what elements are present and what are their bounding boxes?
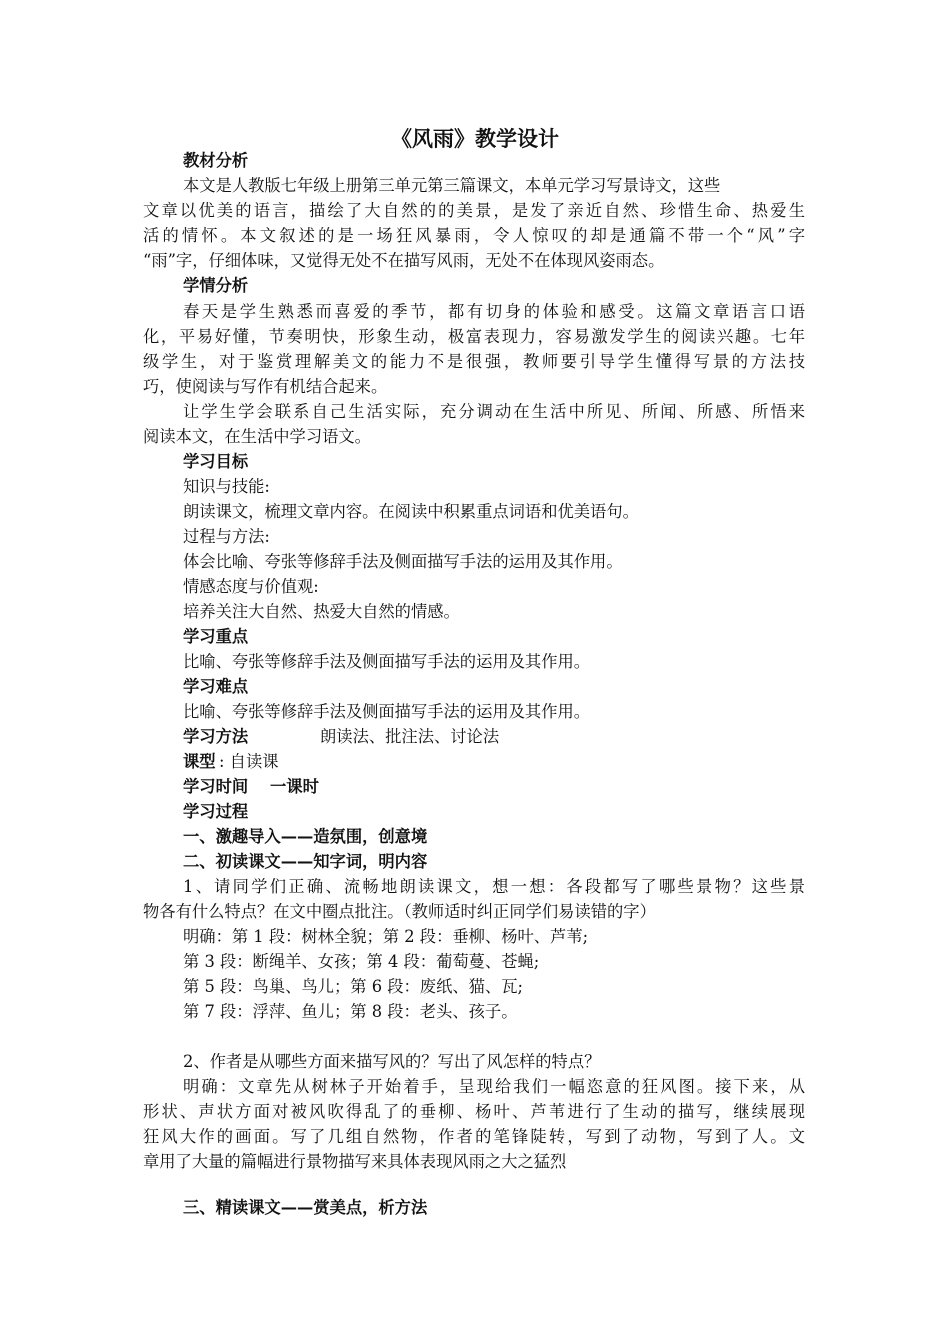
heading-lesson-type: 课型 [183, 752, 216, 771]
method-text: 朗读法、批注法、讨论法 [320, 727, 500, 746]
answer-line: 第 7 段：浮萍、鱼儿；第 8 段：老头、孩子。 [183, 1002, 518, 1021]
goal-line: 情感态度与价值观: [183, 577, 319, 596]
key-points-text: 比喻、夸张等修辞手法及侧面描写手法的运用及其作用。 [183, 652, 591, 671]
heading-process: 学习过程 [183, 802, 249, 821]
difficulties-text: 比喻、夸张等修辞手法及侧面描写手法的运用及其作用。 [183, 702, 591, 721]
paragraph-line: 春天是学生熟悉而喜爱的季节，都有切身的体验和感受。这篇文章语言口语 [183, 302, 805, 321]
time-text: 一课时 [270, 777, 319, 796]
process-step-2: 二、初读课文——知字词，明内容 [183, 852, 428, 871]
heading-difficulties: 学习难点 [183, 677, 249, 696]
question-line: 2、作者是从哪些方面来描写风的？写出了风怎样的特点？ [183, 1052, 601, 1071]
heading-student-analysis: 学情分析 [183, 276, 249, 295]
heading-method: 学习方法 [183, 727, 249, 746]
lesson-type-text: : 自读课 [219, 752, 279, 771]
answer-line: 第 3 段：断绳羊、女孩；第 4 段：葡萄蔓、苍蝇; [183, 952, 540, 971]
answer-line: 第 5 段：鸟巢、鸟儿；第 6 段：废纸、猫、瓦; [183, 977, 523, 996]
paragraph-line: 让学生学会联系自己生活实际，充分调动在生活中所见、所闻、所感、所悟来 [183, 402, 805, 421]
paragraph-line: 文章以优美的语言，描绘了大自然的的美景，是发了亲近自然、珍惜生命、热爱生 [143, 201, 805, 220]
paragraph-line: 级学生，对于鉴赏理解美文的能力不是很强，教师要引导学生懂得写景的方法技 [143, 352, 805, 371]
paragraph-line: 巧，使阅读与写作有机结合起来。 [143, 377, 388, 396]
goal-line: 体会比喻、夸张等修辞手法及侧面描写手法的运用及其作用。 [183, 552, 623, 571]
paragraph-line: 化，平易好懂，节奏明快，形象生动，极富表现力，容易激发学生的阅读兴趣。七年 [143, 327, 805, 346]
heading-time: 学习时间 [183, 777, 249, 796]
paragraph-line: 本文是人教版七年级上册第三单元第三篇课文，本单元学习写景诗文，这些 [183, 176, 721, 195]
heading-learning-goals: 学习目标 [183, 452, 249, 471]
question-line: 1、请同学们正确、流畅地朗读课文，想一想：各段都写了哪些景物？这些景 [183, 877, 805, 896]
answer-line: 狂风大作的画面。写了几组自然物，作者的笔锋陡转，写到了动物，写到了人。文 [143, 1127, 805, 1146]
answer-line: 形状、声状方面对被风吹得乱了的垂柳、杨叶、芦苇进行了生动的描写，继续展现 [143, 1102, 805, 1121]
document-title: 《风雨》教学设计 [391, 127, 559, 151]
answer-line: 章用了大量的篇幅进行景物描写来具体表现风雨之大之猛烈 [143, 1152, 567, 1171]
process-step-1: 一、激趣导入——造氛围，创意境 [183, 827, 428, 846]
goal-line: 朗读课文，梳理文章内容。在阅读中积累重点词语和优美语句。 [183, 502, 639, 521]
paragraph-line: 活的情怀。本文叙述的是一场狂风暴雨，令人惊叹的却是通篇不带一个“风”字 [143, 226, 805, 245]
answer-line: 明确：文章先从树林子开始着手，呈现给我们一幅恣意的狂风图。接下来，从 [183, 1077, 805, 1096]
process-step-3: 三、精读课文——赏美点，析方法 [183, 1198, 428, 1217]
heading-textbook-analysis: 教材分析 [183, 151, 249, 170]
goal-line: 培养关注大自然、热爱大自然的情感。 [183, 602, 460, 621]
paragraph-line: 阅读本文，在生活中学习语文。 [143, 427, 371, 446]
goal-line: 知识与技能: [183, 477, 270, 496]
question-line: 物各有什么特点？在文中圈点批注。（教师适时纠正同学们易读错的字） [143, 902, 656, 921]
heading-key-points: 学习重点 [183, 627, 249, 646]
paragraph-line: “雨”字，仔细体味，又觉得无处不在描写风雨，无处不在体现风姿雨态。 [143, 251, 665, 270]
goal-line: 过程与方法: [183, 527, 270, 546]
answer-line: 明确：第 1 段：树林全貌；第 2 段：垂柳、杨叶、芦苇; [183, 927, 589, 946]
